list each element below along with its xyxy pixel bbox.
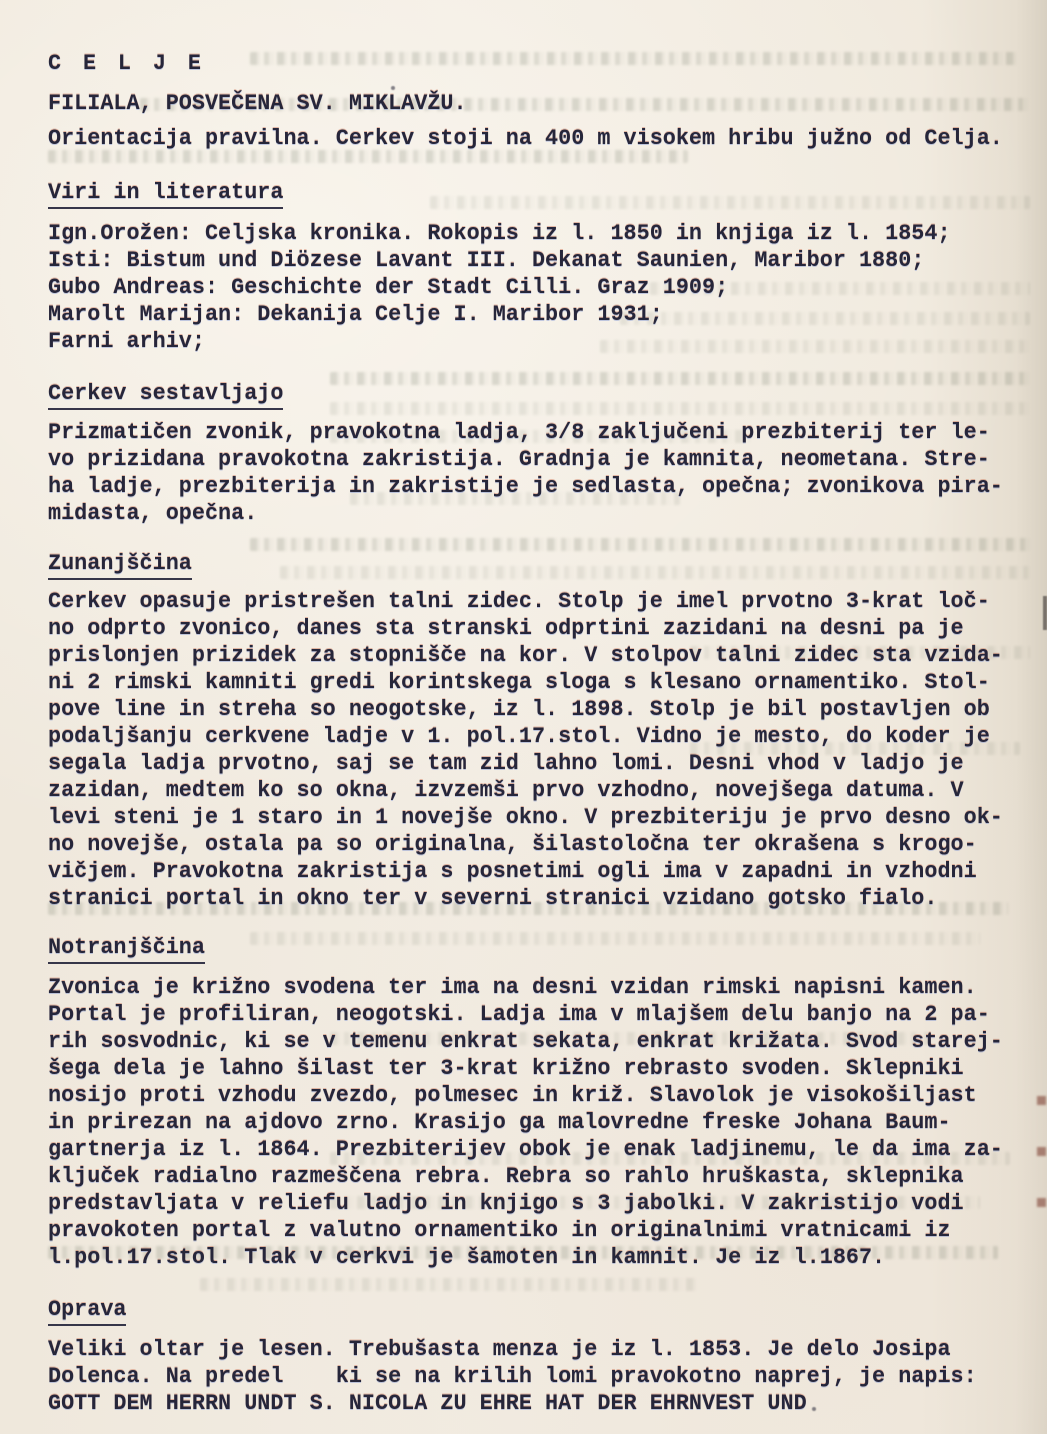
- page-title: C E L J E: [48, 51, 206, 76]
- text-line: nosijo proti vzhodu zvezdo, polmesec in križ. Slavolok je visokošiljast: [48, 1083, 977, 1108]
- text-line: Gubo Andreas: Geschichte der Stadt Cilli. Graz 1909;: [48, 275, 729, 300]
- text-line: gartnerja iz l. 1864. Prezbiterijev obok je enak ladjinemu, le da ima za-: [48, 1137, 1003, 1162]
- heading-text: Notranjščina: [48, 934, 205, 964]
- text-line: Cerkev opasuje pristrešen talni zidec. Stolp je imel prvotno 3-krat loč-: [48, 589, 990, 614]
- text-line: vičjem. Pravokotna zakristija s posnetimi ogli ima v zapadni in vzhodni: [48, 859, 977, 884]
- text-line: Marolt Marijan: Dekanija Celje I. Maribor 1931;: [48, 302, 663, 327]
- text-line: ni 2 rimski kamniti gredi korintskega sloga s klesano ornamentiko. Stol-: [48, 670, 990, 695]
- text-line: Dolenca. Na predel ki se na krilih lomi pravokotno naprej, je napis:: [48, 1364, 977, 1389]
- text-line: vo prizidana pravokotna zakristija. Gradnja je kamnita, neometana. Stre-: [48, 447, 990, 472]
- section-heading: [48, 934, 1033, 964]
- text-line: stranici portal in okno ter v severni stranici vzidano gotsko fialo.: [48, 886, 938, 911]
- section-heading: [48, 179, 1033, 209]
- text-line: Ign.Orožen: Celjska kronika. Rokopis iz l. 1850 in knjiga iz l. 1854;: [48, 221, 951, 246]
- text-line: levi steni je 1 staro in 1 novejše okno. V prezbiteriju je prvo desno ok-: [48, 805, 1003, 830]
- orientation-line: Orientacija pravilna. Cerkev stoji na 400 m visokem hribu južno od Celja.: [48, 126, 1003, 151]
- text-line: predstavljata v reliefu ladjo in knjigo s 3 jabolki. V zakristijo vodi: [48, 1191, 964, 1216]
- text-line: GOTT DEM HERRN UNDT S. NICOLA ZU EHRE HAT DER EHRNVEST UND: [48, 1391, 807, 1416]
- text-line: pravokoten portal z valutno ornamentiko in originalnimi vratnicami iz: [48, 1218, 951, 1243]
- text-line: podaljšanju cerkvene ladje v 1. pol.17.stol. Vidno je mesto, do koder je: [48, 724, 990, 749]
- heading-text: Oprava: [48, 1296, 126, 1326]
- text-line: midasta, opečna.: [48, 501, 258, 526]
- text-line: ključek radialno razmeščena rebra. Rebra so rahlo hruškasta, sklepnika: [48, 1164, 964, 1189]
- section-cerkev-sestavljajo: [48, 380, 1033, 527]
- text-line: prislonjen prizidek za stopnišče na kor. V stolpov talni zidec sta vzida-: [48, 643, 1003, 668]
- section-viri-in-literatura: [48, 179, 1033, 355]
- text-line: Zvonica je križno svodena ter ima na desni vzidan rimski napisni kamen.: [48, 975, 977, 1000]
- text-line: Veliki oltar je lesen. Trebušasta menza je iz l. 1853. Je delo Josipa: [48, 1337, 951, 1362]
- text-line: in prirezan na ajdovo zrno. Krasijo ga malovredne freske Johana Baum-: [48, 1110, 951, 1135]
- text-line: Portal je profiliran, neogotski. Ladja ima v mlajšem delu banjo na 2 pa-: [48, 1002, 990, 1027]
- text-line: zazidan, medtem ko so okna, izvzemši prvo vzhodno, novejšega datuma. V: [48, 778, 964, 803]
- section-notranjscina: [48, 934, 1033, 1271]
- section-zunanjscina: [48, 550, 1033, 912]
- text-line: Isti: Bistum und Diözese Lavant III. Dekanat Saunien, Maribor 1880;: [48, 248, 925, 273]
- section-heading: [48, 550, 1033, 580]
- section-heading: [48, 1296, 1033, 1326]
- heading-text: Zunanjščina: [48, 550, 192, 580]
- text-line: no odprto zvonico, danes sta stranski odprtini zazidani na desni pa je: [48, 616, 964, 641]
- text-line: Farni arhiv;: [48, 329, 205, 354]
- heading-text: Viri in literatura: [48, 179, 283, 209]
- text-line: šega dela je lahno šilast ter 3-krat križno rebrasto svoden. Sklepniki: [48, 1056, 964, 1081]
- heading-text: Cerkev sestavljajo: [48, 380, 283, 410]
- text-line: l.pol.17.stol. Tlak v cerkvi je šamoten in kamnit. Je iz l.1867.: [48, 1245, 886, 1270]
- document-content: [48, 50, 1033, 1417]
- scan-edge-artifact: [1043, 596, 1047, 630]
- scan-edge-artifact: [1037, 1096, 1046, 1105]
- dedication-line: FILIALA, POSVEČENA SV. MIKLAVŽU.: [48, 91, 467, 116]
- text-line: rih sosvodnic, ki se v temenu enkrat sekata, enkrat križata. Svod starej-: [48, 1029, 1003, 1054]
- scan-edge-artifact: [1037, 1198, 1046, 1207]
- section-oprava: [48, 1296, 1033, 1417]
- scan-edge-artifact: [1037, 1147, 1046, 1156]
- text-line: ha ladje, prezbiterija in zakristije je sedlasta, opečna; zvonikova pira-: [48, 474, 1003, 499]
- section-heading: [48, 380, 1033, 410]
- text-line: Prizmatičen zvonik, pravokotna ladja, 3/8 zaključeni prezbiterij ter le-: [48, 420, 990, 445]
- text-line: pove line in streha so neogotske, iz l. 1898. Stolp je bil postavljen ob: [48, 697, 990, 722]
- text-line: segala ladja prvotno, saj se tam zid lahno lomi. Desni vhod v ladjo je: [48, 751, 964, 776]
- text-line: no novejše, ostala pa so originalna, šilastoločna ter okrašena s krogo-: [48, 832, 977, 857]
